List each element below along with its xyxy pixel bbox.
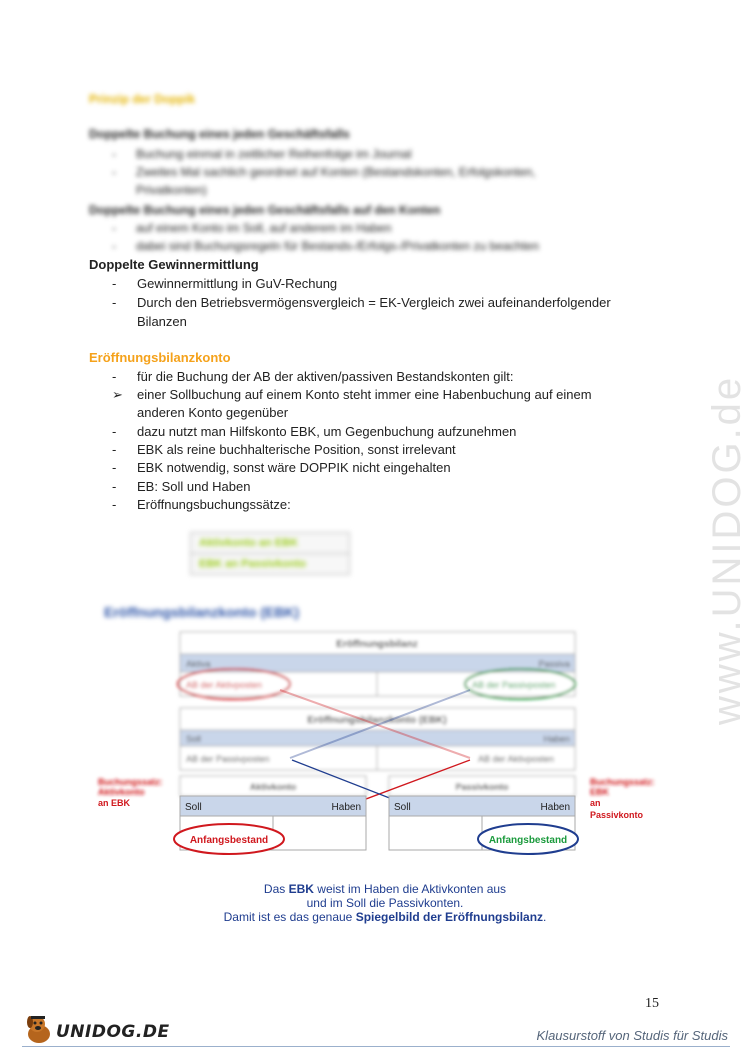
bilanz-right-label: Passiva [538,659,570,669]
bilanz-aktivposten: AB der Aktivposten [186,680,263,690]
booking-row: Aktivkonto an EBK [190,532,350,554]
passivkonto-soll: Soll [394,802,411,813]
right-note-line: EBK [590,787,610,797]
section-title-doppik: Prinzip der Doppik [89,92,196,106]
ebk-haben-label: Haben [543,734,570,744]
footer-logo [22,1012,170,1046]
diagram-caption [150,882,620,924]
heading-eroeffnungsbilanzkonto: Eröffnungsbilanzkonto [89,350,231,365]
blur-item: - Zweites Mal sachlich geordnet auf Konten (Bestandskonten, Erfolgskonten, [112,165,536,179]
blur-item: - dabei sind Buchungsregeln für Bestands-/Erfolgs-/Privatkonten zu beachten [112,239,539,253]
aktivkonto-haben: Haben [331,802,361,813]
bullet: - [112,497,117,512]
footer-tagline: Klausurstoff von Studis für Studis [536,1028,728,1043]
footer-divider [22,1046,730,1047]
list-item-text: dazu nutzt man Hilfskonto EBK, um Gegenbuchung aufzunehmen [137,424,517,439]
right-note-line: Buchungssatz: [590,777,655,787]
ebk-passivposten: AB der Passivposten [186,754,270,764]
bilanz-left-label: Aktiva [186,659,211,669]
caption-line: Das EBK weist im Haben die Aktivkonten aus [263,882,507,896]
bilanz-title: Eröffnungsbilanz [336,639,418,650]
list-item-text: EBK notwendig, sonst wäre DOPPIK nicht eingehalten [137,460,451,475]
ebk-diagram [0,620,750,860]
passivkonto-haben: Haben [540,802,570,813]
diagram-title: Eröffnungsbilanzkonto (EBK) [104,604,300,620]
blur-item: - auf einem Konto im Soll, auf anderem im Haben [112,221,392,235]
subheading-doppelte-buchung: Doppelte Buchung eines jeden Geschäftsfalls [89,127,350,141]
booking-row: EBK an Passivkonto [190,554,350,575]
bullet: - [112,479,117,494]
ebk-soll-label: Soll [186,734,202,744]
bullet: - [112,424,117,439]
caption-line: und im Soll die Passivkonten. [306,896,464,910]
left-note-line: Buchungssatz: [98,777,163,787]
bullet: - [112,369,117,384]
left-note-an-ebk: an EBK [98,798,131,808]
anfangsbestand-passiv: Anfangsbestand [488,835,568,846]
bullet: - [112,442,117,457]
list-item-text: EB: Soll und Haben [137,479,251,494]
list-item-text: EBK als reine buchhalterische Position, sonst irrelevant [137,442,456,457]
caption-line: Damit ist es das genaue Spiegelbild der Eröffnungsbilanz. [223,910,547,924]
list-item-text: für die Buchung der AB der aktiven/passiven Bestandskonten gilt: [137,369,514,384]
left-note-line: Aktivkonto [98,787,145,797]
right-note-passivkonto: Passivkonto [590,810,644,820]
aktivkonto-soll: Soll [185,802,202,813]
ebk-header-row [180,730,575,746]
subheading-buchung-konten: Doppelte Buchung eines jeden Geschäftsfalls auf den Konten [89,203,441,217]
bilanz-passivposten: AB der Passivposten [472,680,556,690]
aktivkonto-title: Aktivkonto [249,782,297,792]
anfangsbestand-aktiv: Anfangsbestand [189,835,269,846]
logo-text: UNIDOG.DE [56,1022,170,1042]
list-item-text: anderen Konto gegenüber [137,405,289,420]
ebk-aktivposten: AB der Aktivposten [478,754,555,764]
svg-text:www.UNIDOG.de: www.UNIDOG.de [705,374,749,725]
list-item-text: Eröffnungsbuchungssätze: [137,497,291,512]
bullet: - [112,460,117,475]
arrow-bullet-icon: ➢ [112,387,123,402]
dog-icon [22,1012,56,1046]
page-number: 15 [645,996,659,1011]
booking-sentences-table [190,532,350,576]
blur-item: - Buchung einmal in zeitlicher Reihenfolge im Journal [112,147,412,161]
diagram-blurred-part [98,632,655,797]
blur-item: Privatkonten) [136,183,207,197]
list-item-text: einer Sollbuchung auf einem Konto steht immer eine Habenbuchung auf einem [137,387,592,402]
heading-gewinnermittlung: Doppelte Gewinnermittlung [89,257,259,272]
ebk-title: Eröffnungsbilanzkonto (EBK) [307,715,447,726]
passivkonto-title: Passivkonto [455,782,509,792]
right-note-an: an [590,798,601,808]
